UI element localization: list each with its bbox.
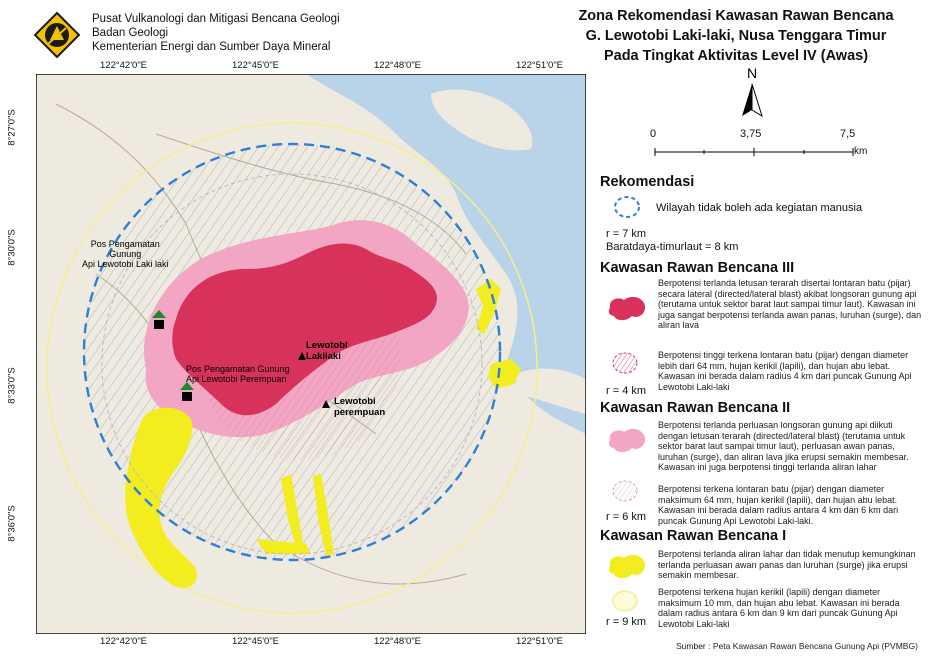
krb3-title: Kawasan Rawan Bencana III bbox=[600, 260, 795, 276]
scale-tick-2: 7,5 bbox=[840, 128, 856, 140]
agency-name bbox=[92, 12, 340, 54]
krb2-ring-icon bbox=[610, 478, 640, 504]
krb1-radius: r = 9 km bbox=[606, 616, 647, 628]
coord-top-2: 122°45'0"E bbox=[232, 60, 280, 71]
map-panel[interactable] bbox=[0, 62, 595, 658]
radius-bd-8km: Baratdaya-timurlaut = 8 km bbox=[606, 241, 739, 253]
source-note: Sumber : Peta Kawasan Rawan Bencana Gunung Api (PVMBG) bbox=[676, 641, 918, 651]
coord-bottom-1: 122°42'0"E bbox=[100, 636, 148, 647]
coord-top-4: 122°51'0"E bbox=[516, 60, 564, 71]
agency-line-2: Badan Geologi bbox=[92, 27, 169, 39]
krb3-radius: r = 4 km bbox=[606, 385, 647, 397]
pos-lakilaki-label bbox=[82, 239, 169, 269]
scale-tick-0: 0 bbox=[650, 128, 657, 140]
peak2-line-1: Lewotobi bbox=[334, 396, 376, 407]
krb2-radius: r = 6 km bbox=[606, 511, 647, 523]
krb2-title: Kawasan Rawan Bencana II bbox=[600, 400, 791, 416]
peak-perempuan-label bbox=[334, 396, 385, 418]
rekomendasi-text: Wilayah tidak boleh ada kegiatan manusia bbox=[656, 202, 863, 214]
scale-bar-graphic bbox=[654, 146, 854, 158]
peak1-line-1: Lewotobi bbox=[306, 340, 348, 351]
coord-left-3: 8°33'0"S bbox=[6, 367, 18, 404]
map-title bbox=[550, 6, 922, 66]
krb2-swatch-icon bbox=[606, 426, 648, 456]
title-line-2: G. Lewotobi Laki-laki, Nusa Tenggara Timur bbox=[585, 28, 887, 44]
scale-bar bbox=[650, 128, 880, 168]
coord-bottom-4: 122°51'0"E bbox=[516, 636, 564, 647]
scale-unit: km bbox=[854, 146, 868, 157]
peak2-line-2: perempuan bbox=[334, 407, 386, 418]
krb1-ring-icon bbox=[610, 588, 640, 614]
krb1-swatch-icon bbox=[606, 552, 648, 582]
title-line-1: Zona Rekomendasi Kawasan Rawan Bencana bbox=[578, 8, 894, 24]
scale-tick-1: 3,75 bbox=[740, 128, 762, 140]
krb1-desc-a: Berpotensi terlanda aliran lahar dan tidak menutup kemungkinan terlanda perluasan awan panas dan luruhan (surge) jika erupsi semakin membesar. bbox=[658, 549, 916, 580]
krb2-desc-a: Berpotensi terlanda perluasan longsoran gunung api diikuti dengan letusan terarah (directed/lateral blast) (terutama untuk sektor barat laut sampai timur laut), perluasan awan panas, luruhan (surge), dan aliran lava jika erupsi semakin membesar. Kawasan ini juga berpotensi tinggi terlanda aliran lahar bbox=[658, 420, 909, 472]
coord-left-2: 8°30'0"S bbox=[6, 229, 18, 266]
north-letter: N bbox=[746, 66, 758, 81]
recommendation-ring-icon bbox=[612, 194, 642, 220]
peak1-line-2: Lakilaki bbox=[306, 351, 341, 362]
rekomendasi-title: Rekomendasi bbox=[600, 174, 695, 190]
krb2-desc-b: Berpotensi terkena lontaran batu (pijar) dengan diameter maksimum 64 mm, hujan kerikil (lapili), dan hujan abu lebat. Kawasan ini berada dalam radius antara 4 km dan 6 km dari puncak Gunung Api Lewotobi Laki-laki. bbox=[658, 484, 899, 526]
pos2-line-2: Api Lewotobi Perempuan bbox=[186, 374, 287, 384]
pos1-line-1: Pos Pengamatan bbox=[90, 239, 160, 249]
coord-left-4: 8°36'0"S bbox=[6, 505, 18, 542]
coord-bottom-2: 122°45'0"E bbox=[232, 636, 280, 647]
coord-bottom-3: 122°48'0"E bbox=[374, 636, 422, 647]
north-arrow-icon bbox=[738, 66, 766, 124]
coord-left-1: 8°27'0"S bbox=[6, 109, 18, 146]
krb3-desc-a: Berpotensi terlanda letusan terarah disertai lontaran batu (pijar) secara lateral (directed/lateral blast) akibat longsoran gunung api (terutama untuk sektor barat laut sampai timur laut). Kawasan ini juga sangat berpotensi terlanda awan panas, luruhan (surge), dan aliran lava bbox=[658, 278, 922, 330]
pos1-line-2: Gunung bbox=[109, 249, 142, 259]
krb3-desc-b: Berpotensi tinggi terkena lontaran batu (pijar) dengan diameter lebih dari 64 mm, hujan kerikil (lapili), dan hujan abu lebat. Kawasan ini berada dalam radius 4 km dari puncak Gunung Api Lewotobi Laki-laki bbox=[658, 350, 912, 392]
radius-7km: r = 7 km bbox=[606, 228, 647, 240]
krb3-ring-icon bbox=[610, 350, 640, 376]
krb1-desc-b: Berpotensi terkena hujan kerikil (lapili) dengan diameter maksimum 10 mm, dan hujan abu lebat. Kawasan ini berada dalam radius antara 6 km dan 9 km dari puncak Gunung Api Lewotobi Laki-laki bbox=[658, 587, 900, 629]
peak-lakilaki-label bbox=[306, 340, 348, 362]
coord-top-1: 122°42'0"E bbox=[100, 60, 148, 71]
title-line-3: Pada Tingkat Aktivitas Level IV (Awas) bbox=[603, 48, 869, 64]
krb3-swatch-icon bbox=[606, 294, 648, 324]
coord-top-3: 122°48'0"E bbox=[374, 60, 422, 71]
krb1-title: Kawasan Rawan Bencana I bbox=[600, 528, 787, 544]
agency-line-1: Pusat Vulkanologi dan Mitigasi Bencana Geologi bbox=[92, 13, 340, 25]
pos2-line-1: Pos Pengamatan Gunung bbox=[186, 364, 290, 374]
agency-line-3: Kementerian Energi dan Sumber Daya Mineral bbox=[92, 41, 331, 53]
badan-geologi-logo-icon bbox=[34, 12, 80, 58]
pos1-line-3: Api Lewotobi Laki laki bbox=[82, 259, 169, 269]
pos-perempuan-label bbox=[186, 364, 290, 384]
